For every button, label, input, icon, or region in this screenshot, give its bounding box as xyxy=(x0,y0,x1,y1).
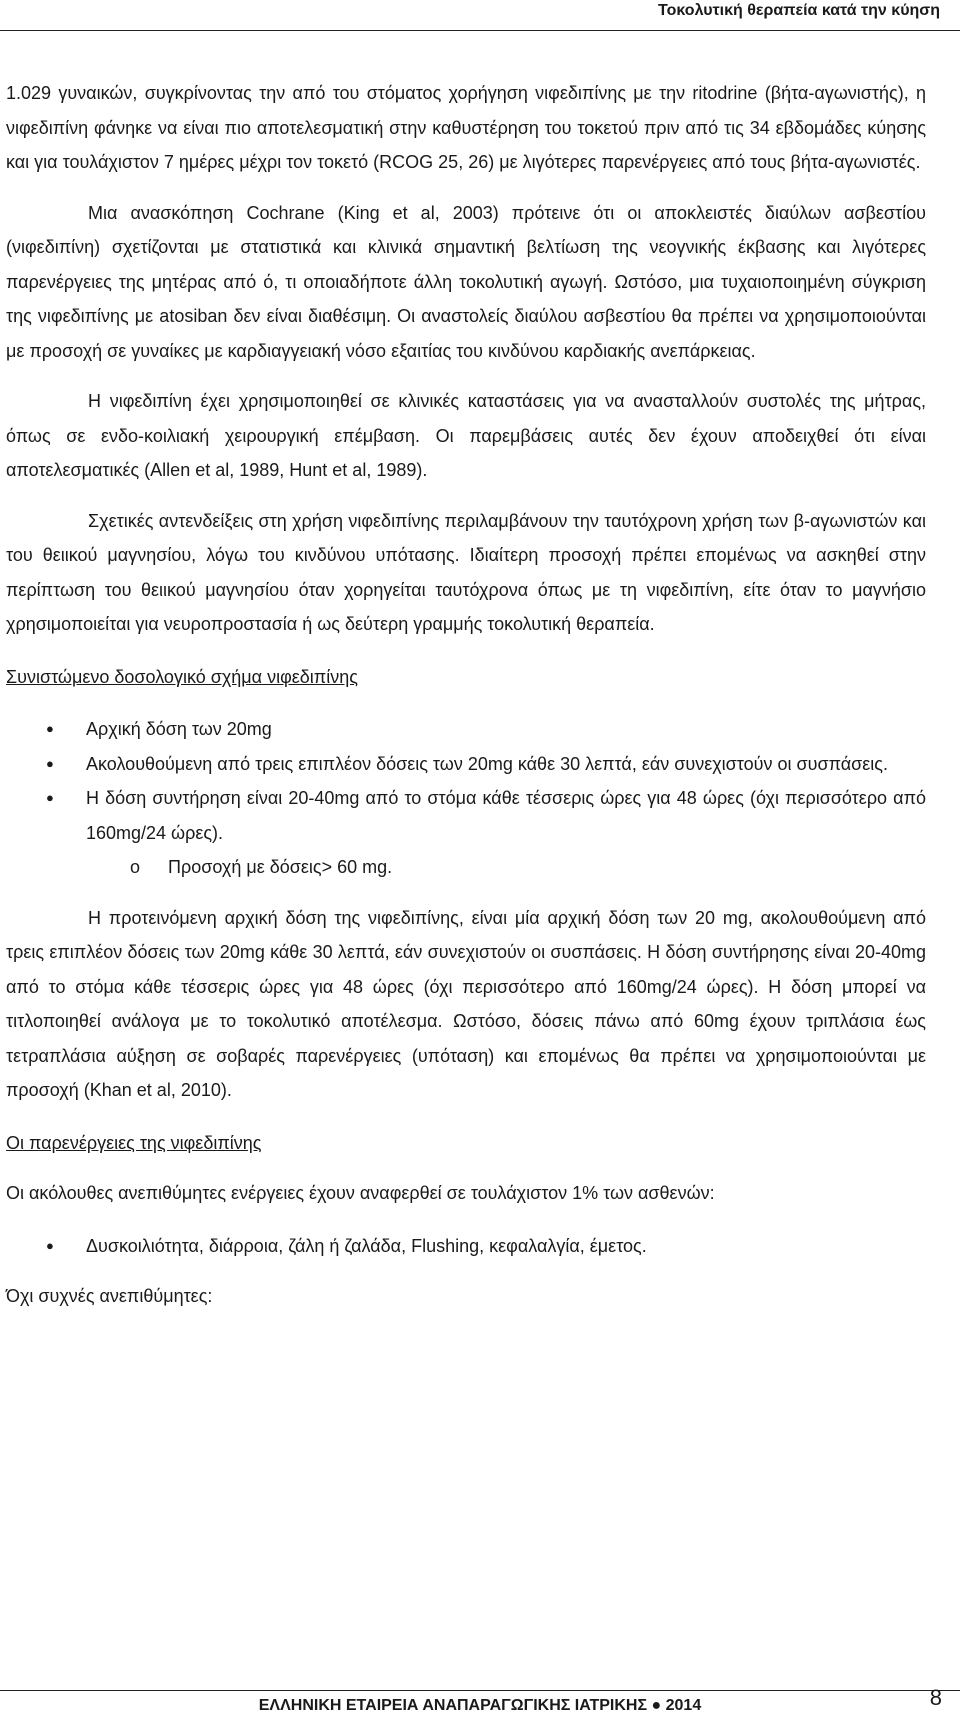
sub-bullet-mark: o xyxy=(130,857,141,877)
list-item: ● Δυσκοιλιότητα, διάρροια, ζάλη ή ζαλάδα, Flushing, κεφαλαλγία, έμετος. xyxy=(6,1229,926,1264)
page-body xyxy=(6,76,926,1314)
paragraph-4: Σχετικές αντενδείξεις στη χρήση νιφεδιπίνης περιλαμβάνουν την ταυτόχρονη χρήση των β-αγωνιστών και του θειικού μαγνησίου, λόγω του κινδύνου υπότασης. Ιδιαίτερη προσοχή πρέπει επομένως να ασκηθεί στην περίπτωση του θειικού μαγνησίου όταν χορηγείται ταυτόχρονα όπως με τη νιφεδιπίνη, είτε όταν το μαγνήσιο χρησιμοποιείται για νευροπροστασία ή ως δεύτερη γραμμής τοκολυτική θεραπεία. xyxy=(6,510,926,634)
list-item: ● Η δόση συντήρηση είναι 20-40mg από το στόμα κάθε τέσσερις ώρες για 48 ώρες (όχι περισσότερο από 160mg/24 ώρες). xyxy=(6,781,926,850)
side-effects-list xyxy=(6,1229,926,1264)
paragraph-2: Μια ανασκόπηση Cochrane (King et al, 2003) πρότεινε ότι οι αποκλειστές διαύλων ασβεστίου (νιφεδιπίνη) σχετίζονται με στατιστικά και κλινικά σημαντική βελτίωση της νεογνικής έκβασης και λιγότερες παρενέργειες της μητέρας από ό, τι οποιαδήποτε άλλη τοκολυτική αγωγή. Ωστόσο, μια τυχαιοποιημένη σύγκριση της νιφεδιπίνης με atosiban δεν είναι διαθέσιμη. Οι αναστολείς διαύλου ασβεστίου θα πρέπει να χρησιμοποιούνται με προσοχή σε γυναίκες με καρδιαγγειακή νόσο εξαιτίας του κινδύνου καρδιακής ανεπάρκειας. xyxy=(6,202,926,361)
list-item: ● Αρχική δόση των 20mg xyxy=(6,712,926,747)
dosage-list xyxy=(6,712,926,850)
list-item: ● Ακολουθούμενη από τρεις επιπλέον δόσεις των 20mg κάθε 30 λεπτά, εάν συνεχιστούν οι συσπάσεις. xyxy=(6,747,926,782)
paragraph-1: 1.029 γυναικών, συγκρίνοντας την από του στόματος χορήγηση νιφεδιπίνης με την ritodrine (βήτα-αγωνιστής), η νιφεδιπίνη φάνηκε να είναι πιο αποτελεσματική στην καθυστέρηση του τοκετού πριν από τις 34 εβδομάδες κύησης και για τουλάχιστον 7 ημέρες μέχρι τον τοκετό (RCOG 25, 26) με λιγότερες παρενέργειες από τους βήτα-αγωνιστές. xyxy=(6,83,926,172)
paragraph-3: Η νιφεδιπίνη έχει χρησιμοποιηθεί σε κλινικές καταστάσεις για να ανασταλλούν συστολές της μήτρας, όπως σε ενδο-κοιλιακή χειρουργική επέμβαση. Οι παρεμβάσεις αυτές δεν έχουν αποδειχθεί ότι είναι αποτελεσματικές (Allen et al, 1989, Hunt et al, 1989). xyxy=(6,391,926,480)
running-header xyxy=(0,0,960,31)
section-heading-dosage: Συνιστώμενο δοσολογικό σχήμα νιφεδιπίνης xyxy=(6,666,358,687)
paragraph-6: Οι ακόλουθες ανεπιθύμητες ενέργειες έχουν αναφερθεί σε τουλάχιστον 1% των ασθενών: xyxy=(6,1183,715,1203)
page-number: 8 xyxy=(929,1685,942,1710)
paragraph-5: Η προτεινόμενη αρχική δόση της νιφεδιπίνης, είναι μία αρχική δόση των 20 mg, ακολουθούμενη από τρεις επιπλέον δόσεις των 20mg κάθε 30 λεπτά, εάν συνεχιστούν οι συσπάσεις. Η δόση συντήρησης είναι 20-40mg από το στόμα κάθε τέσσερις ώρες για 48 ώρες (όχι περισσότερο από 160mg/24 ώρες). Η δόση μπορεί να τιτλοποιηθεί ανάλογα με το τοκολυτικό αποτέλεσμα. Ωστόσο, δόσεις πάνω από 60mg έχουν τριπλάσια έως τετραπλάσια αύξηση σε σοβαρές παρενέργειες (υπόταση) και επομένως θα πρέπει να χρησιμοποιούνται με προσοχή (Khan et al, 2010). xyxy=(6,907,926,1100)
paragraph-7: Όχι συχνές ανεπιθύμητες: xyxy=(6,1286,213,1306)
footer-text: ΕΛΛΗΝΙΚΗ ΕΤΑΙΡΕΙΑ ΑΝΑΠΑΡΑΓΩΓΙΚΗΣ ΙΑΤΡΙΚΗΣ ● 2014 xyxy=(258,1697,702,1714)
sub-list-item xyxy=(6,850,926,885)
sub-bullet-text: Προσοχή με δόσεις> 60 mg. xyxy=(168,857,393,877)
section-heading-side-effects: Οι παρενέργειες της νιφεδιπίνης xyxy=(6,1132,262,1153)
header-title: Τοκολυτική θεραπεία κατά την κύηση xyxy=(658,2,940,19)
page-footer xyxy=(0,1685,960,1715)
